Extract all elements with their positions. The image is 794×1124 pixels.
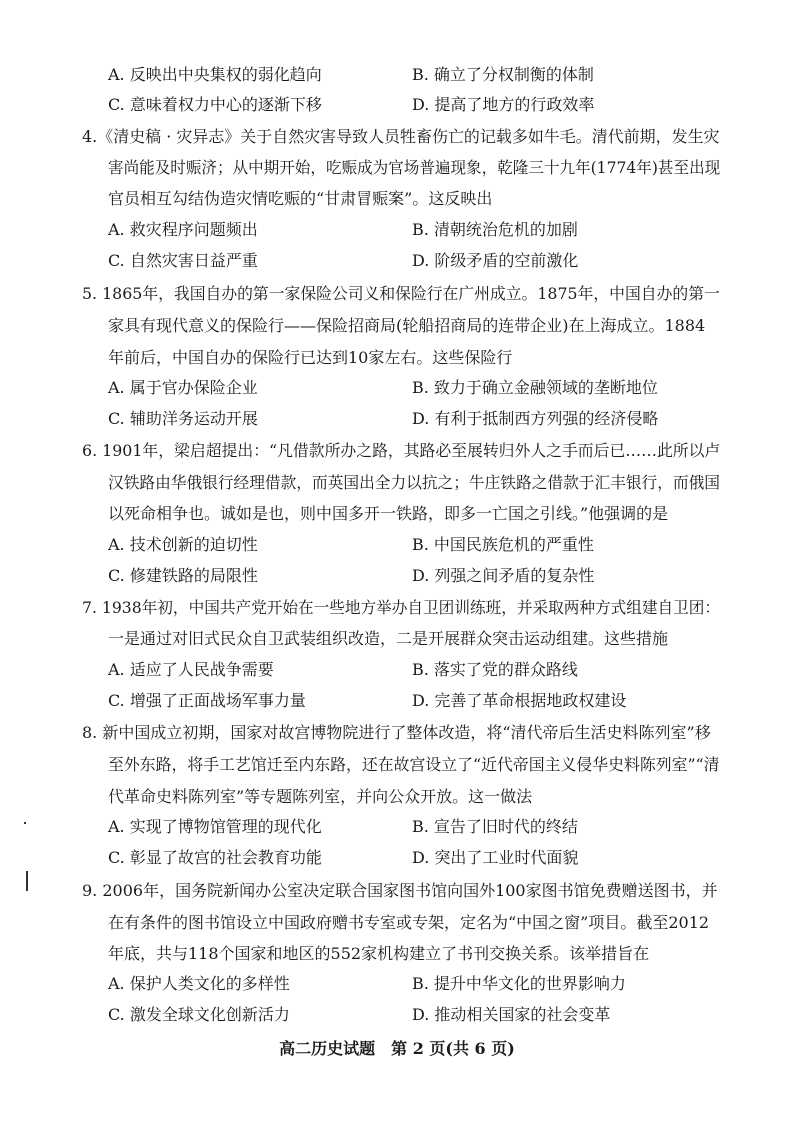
q5-option-a[interactable]: A. 属于官办保险企业 — [108, 378, 258, 397]
q7-stem-line: 一是通过对旧式民众自卫武装组织改造，二是开展群众突击运动组建。这些措施 — [108, 629, 669, 648]
q6-stem-line: 6. 1901年，梁启超提出：“凡借款所办之路，其路必至展转归外人之手而后已……此所以卢 — [82, 441, 721, 460]
q7-option-c[interactable]: C. 增强了正面战场军事力量 — [108, 691, 306, 710]
page-footer: 高二历史试题 第 2 页(共 6 页) — [279, 1039, 515, 1058]
q3-option-a[interactable]: A. 反映出中央集权的弱化趋向 — [108, 65, 322, 84]
q8-stem-line: 至外东路，将手工艺馆迁至内东路，还在故宫设立了“近代帝国主义侵华史料陈列室”“清 — [108, 755, 720, 774]
q4-option-b[interactable]: B. 清朝统治危机的加剧 — [412, 220, 578, 239]
q7-option-d[interactable]: D. 完善了革命根据地政权建设 — [412, 691, 627, 710]
q7-option-a[interactable]: A. 适应了人民战争需要 — [108, 660, 274, 679]
q8-option-b[interactable]: B. 宣告了旧时代的终结 — [412, 817, 578, 836]
q5-option-b[interactable]: B. 致力于确立金融领域的垄断地位 — [412, 378, 658, 397]
q9-stem-line: 9. 2006年，国务院新闻办公室决定联合国家图书馆向国外100家图书馆免费赠送图书，并 — [82, 881, 718, 900]
q6-option-a[interactable]: A. 技术创新的迫切性 — [108, 535, 258, 554]
q4-stem-line: 4.《清史稿 · 灾异志》关于自然灾害导致人员牲畜伤亡的记载多如牛毛。清代前期，发生灾 — [82, 127, 720, 146]
q6-option-b[interactable]: B. 中国民族危机的严重性 — [412, 535, 594, 554]
q8-stem-line: 代革命史料陈列室”等专题陈列室，并向公众开放。这一做法 — [108, 787, 533, 806]
q5-option-d[interactable]: D. 有利于抵制西方列强的经济侵略 — [412, 409, 659, 428]
q6-option-c[interactable]: C. 修建铁路的局限性 — [108, 566, 258, 585]
q5-option-c[interactable]: C. 辅助洋务运动开展 — [108, 409, 258, 428]
q4-stem-line: 官员相互勾结伪造灾情吃赈的“甘肃冒赈案”。这反映出 — [108, 189, 493, 208]
q4-option-d[interactable]: D. 阶级矛盾的空前激化 — [412, 251, 579, 270]
q3-option-c[interactable]: C. 意味着权力中心的逐渐下移 — [108, 95, 322, 114]
q6-stem-line: 以死命相争也。诚如是也，则中国多开一铁路，即多一亡国之引线。”他强调的是 — [108, 504, 669, 523]
q3-option-b[interactable]: B. 确立了分权制衡的体制 — [412, 65, 594, 84]
q8-option-d[interactable]: D. 突出了工业时代面貌 — [412, 848, 579, 867]
margin-mark — [26, 871, 28, 891]
q9-option-d[interactable]: D. 推动相关国家的社会变革 — [412, 1005, 611, 1024]
q5-stem-line: 家具有现代意义的保险行——保险招商局(轮船招商局的连带企业)在上海成立。1884 — [108, 316, 706, 335]
q9-stem-line: 在有条件的图书馆设立中国政府赠书专室或专架，定名为“中国之窗”项目。截至2012 — [108, 913, 710, 932]
q3-option-d[interactable]: D. 提高了地方的行政效率 — [412, 95, 595, 114]
q4-option-a[interactable]: A. 救灾程序问题频出 — [108, 220, 258, 239]
q9-option-b[interactable]: B. 提升中华文化的世界影响力 — [412, 974, 626, 993]
q7-option-b[interactable]: B. 落实了党的群众路线 — [412, 660, 578, 679]
q5-stem-line: 5. 1865年，我国自办的第一家保险公司义和保险行在广州成立。1875年，中国自办的第一 — [82, 284, 720, 303]
q4-stem-line: 害尚能及时赈济；从中期开始，吃赈成为官场普遍现象，乾隆三十九年(1774年)甚至出现 — [108, 158, 721, 177]
q5-stem-line: 年前后，中国自办的保险行已达到10家左右。这些保险行 — [108, 348, 513, 367]
q8-stem-line: 8. 新中国成立初期，国家对故宫博物院进行了整体改造，将“清代帝后生活史料陈列室”移 — [82, 723, 711, 742]
q7-stem-line: 7. 1938年初，中国共产党开始在一些地方举办自卫团训练班，并采取两种方式组建自卫团： — [82, 598, 721, 617]
margin-dot — [24, 822, 26, 824]
q9-option-c[interactable]: C. 激发全球文化创新活力 — [108, 1005, 290, 1024]
q6-stem-line: 汉铁路由华俄银行经理借款，而英国出全力以抗之；牛庄铁路之借款于汇丰银行，而俄国 — [108, 473, 721, 492]
q4-option-c[interactable]: C. 自然灾害日益严重 — [108, 251, 258, 270]
q9-option-a[interactable]: A. 保护人类文化的多样性 — [108, 974, 290, 993]
q6-option-d[interactable]: D. 列强之间矛盾的复杂性 — [412, 566, 595, 585]
q8-option-a[interactable]: A. 实现了博物馆管理的现代化 — [108, 817, 322, 836]
q8-option-c[interactable]: C. 彰显了故宫的社会教育功能 — [108, 848, 322, 867]
q9-stem-line: 年底，共与118个国家和地区的552家机构建立了书刊交换关系。该举措旨在 — [108, 944, 650, 963]
